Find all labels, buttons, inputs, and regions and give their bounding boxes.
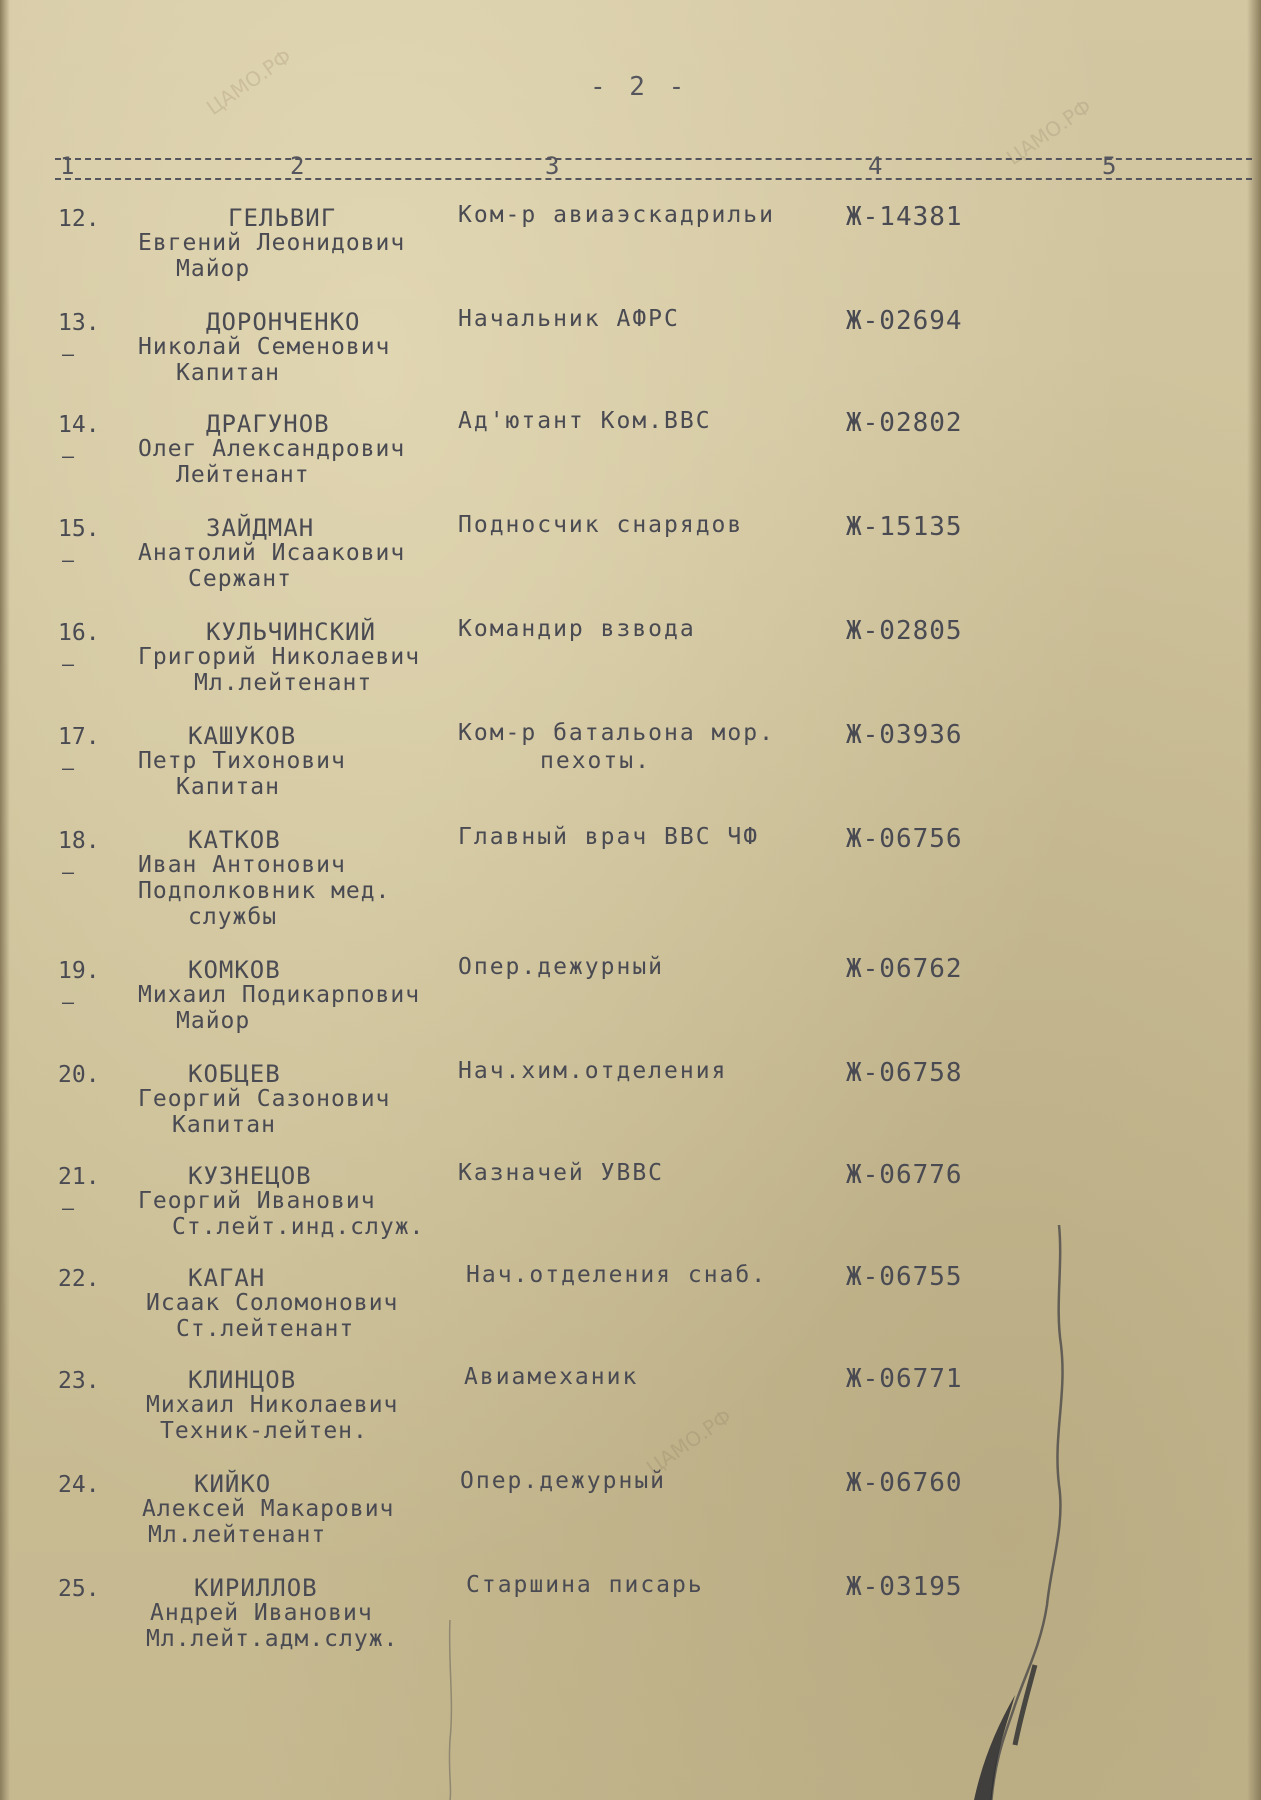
- record-code: Ж-06755: [846, 1262, 963, 1292]
- record-code: Ж-06771: [846, 1364, 963, 1394]
- record-rank: Ст.лейт.инд.служ.: [172, 1214, 425, 1240]
- record-code: Ж-14381: [846, 202, 963, 232]
- record-position-continued: пехоты.: [540, 748, 651, 774]
- table-row: [0, 822, 1261, 930]
- record-number: 25.: [58, 1576, 100, 1602]
- record-number: 16.: [58, 620, 100, 646]
- record-number: 19.: [58, 958, 100, 984]
- record-given-name: Иван Антонович: [138, 852, 346, 878]
- record-number: 17.: [58, 724, 100, 750]
- column-number-1: 1: [60, 152, 75, 180]
- record-rank: Ст.лейтенант: [176, 1316, 355, 1342]
- column-number-5: 5: [1102, 152, 1117, 180]
- record-given-name: Георгий Иванович: [138, 1188, 376, 1214]
- record-code: Ж-06758: [846, 1058, 963, 1088]
- record-code: Ж-06762: [846, 954, 963, 984]
- record-dash: –: [62, 444, 75, 468]
- record-given-name: Георгий Сазонович: [138, 1086, 391, 1112]
- header-rule-bottom: [55, 178, 1252, 180]
- record-rank-continued: службы: [188, 904, 278, 930]
- record-surname: КЛИНЦОВ: [188, 1366, 297, 1394]
- watermark: ЦАМО.РФ: [1001, 94, 1096, 170]
- record-rank: Лейтенант: [176, 462, 310, 488]
- record-rank: Капитан: [176, 774, 280, 800]
- record-number: 20.: [58, 1062, 100, 1088]
- record-surname: ДРАГУНОВ: [206, 410, 330, 438]
- watermark: ЦАМО.РФ: [201, 44, 296, 120]
- record-dash: –: [62, 990, 75, 1014]
- record-rank: Сержант: [188, 566, 292, 592]
- record-surname: КИЙКО: [194, 1470, 272, 1498]
- table-row: [0, 304, 1261, 404]
- record-given-name: Анатолий Исаакович: [138, 540, 406, 566]
- record-number: 18.: [58, 828, 100, 854]
- record-code: Ж-03195: [846, 1572, 963, 1602]
- record-position: Старшина писарь: [466, 1572, 704, 1598]
- record-dash: –: [62, 756, 75, 780]
- record-given-name: Петр Тихонович: [138, 748, 346, 774]
- table-row: [0, 1056, 1261, 1156]
- record-code: Ж-15135: [846, 512, 963, 542]
- record-code: Ж-02805: [846, 616, 963, 646]
- record-position: Опер.дежурный: [460, 1468, 667, 1494]
- record-given-name: Евгений Леонидович: [138, 230, 406, 256]
- record-surname: ЗАЙДМАН: [206, 514, 315, 542]
- column-number-2: 2: [290, 152, 305, 180]
- record-given-name: Олег Александрович: [138, 436, 406, 462]
- record-number: 15.: [58, 516, 100, 542]
- record-position: Казначей УВВС: [458, 1160, 665, 1186]
- record-code: Ж-06760: [846, 1468, 963, 1498]
- record-surname: ГЕЛЬВИГ: [228, 204, 337, 232]
- record-surname: КУЛЬЧИНСКИЙ: [206, 618, 376, 646]
- record-surname: КАТКОВ: [188, 826, 281, 854]
- record-position: Ком-р авиаэскадрильи: [458, 202, 775, 228]
- record-dash: –: [62, 652, 75, 676]
- record-number: 12.: [58, 206, 100, 232]
- record-surname: КОМКОВ: [188, 956, 281, 984]
- record-given-name: Михаил Подикарпович: [138, 982, 421, 1008]
- record-rank: Мл.лейтенант: [148, 1522, 327, 1548]
- record-surname: КАШУКОВ: [188, 722, 297, 750]
- page-number: - 2 -: [590, 72, 689, 102]
- record-rank: Капитан: [176, 360, 280, 386]
- record-rank: Подполковник мед.: [138, 878, 391, 904]
- record-given-name: Михаил Николаевич: [146, 1392, 399, 1418]
- table-row: [0, 510, 1261, 610]
- table-row: [0, 200, 1261, 300]
- record-position: Начальник АФРС: [458, 306, 680, 332]
- record-dash: –: [62, 342, 75, 366]
- record-surname: КИРИЛЛОВ: [194, 1574, 318, 1602]
- record-number: 21.: [58, 1164, 100, 1190]
- paper-crease: [430, 1620, 470, 1800]
- watermark: ЦАМО.РФ: [641, 1404, 736, 1480]
- record-position: Ком-р батальона мор.: [458, 720, 775, 746]
- record-code: Ж-06756: [846, 824, 963, 854]
- record-code: Ж-02694: [846, 306, 963, 336]
- column-number-3: 3: [545, 152, 560, 180]
- table-row: [0, 614, 1261, 714]
- record-surname: КОБЦЕВ: [188, 1060, 281, 1088]
- record-code: Ж-06776: [846, 1160, 963, 1190]
- record-position: Авиамеханик: [464, 1364, 639, 1390]
- record-dash: –: [62, 860, 75, 884]
- record-position: Нач.отделения снаб.: [466, 1262, 768, 1288]
- record-dash: –: [62, 1196, 75, 1220]
- record-position: Главный врач ВВС ЧФ: [458, 824, 760, 850]
- header-rule-top: [55, 158, 1252, 160]
- record-rank: Капитан: [172, 1112, 276, 1138]
- record-given-name: Алексей Макарович: [142, 1496, 395, 1522]
- record-rank: Майор: [176, 1008, 251, 1034]
- record-given-name: Андрей Иванович: [150, 1600, 373, 1626]
- record-position: Опер.дежурный: [458, 954, 665, 980]
- record-position: Подносчик снарядов: [458, 512, 744, 538]
- record-number: 13.: [58, 310, 100, 336]
- record-position: Нач.хим.отделения: [458, 1058, 728, 1084]
- record-code: Ж-02802: [846, 408, 963, 438]
- record-position: Командир взвода: [458, 616, 696, 642]
- column-number-4: 4: [868, 152, 883, 180]
- record-number: 24.: [58, 1472, 100, 1498]
- record-given-name: Исаак Соломонович: [146, 1290, 399, 1316]
- record-surname: ДОРОНЧЕНКО: [206, 308, 361, 336]
- record-number: 14.: [58, 412, 100, 438]
- record-dash: –: [62, 548, 75, 572]
- record-given-name: Григорий Николаевич: [138, 644, 421, 670]
- record-rank: Майор: [176, 256, 251, 282]
- table-row: [0, 952, 1261, 1052]
- record-number: 22.: [58, 1266, 100, 1292]
- record-rank: Мл.лейтенант: [194, 670, 373, 696]
- record-rank: Техник-лейтен.: [160, 1418, 368, 1444]
- table-row: [0, 406, 1261, 506]
- record-code: Ж-03936: [846, 720, 963, 750]
- table-row: [0, 718, 1261, 818]
- paper-tear: [955, 1225, 1105, 1800]
- record-rank: Мл.лейт.адм.служ.: [146, 1626, 399, 1652]
- record-given-name: Николай Семенович: [138, 334, 391, 360]
- record-surname: КАГАН: [188, 1264, 266, 1292]
- record-number: 23.: [58, 1368, 100, 1394]
- record-position: Ад'ютант Ком.ВВС: [458, 408, 712, 434]
- record-surname: КУЗНЕЦОВ: [188, 1162, 312, 1190]
